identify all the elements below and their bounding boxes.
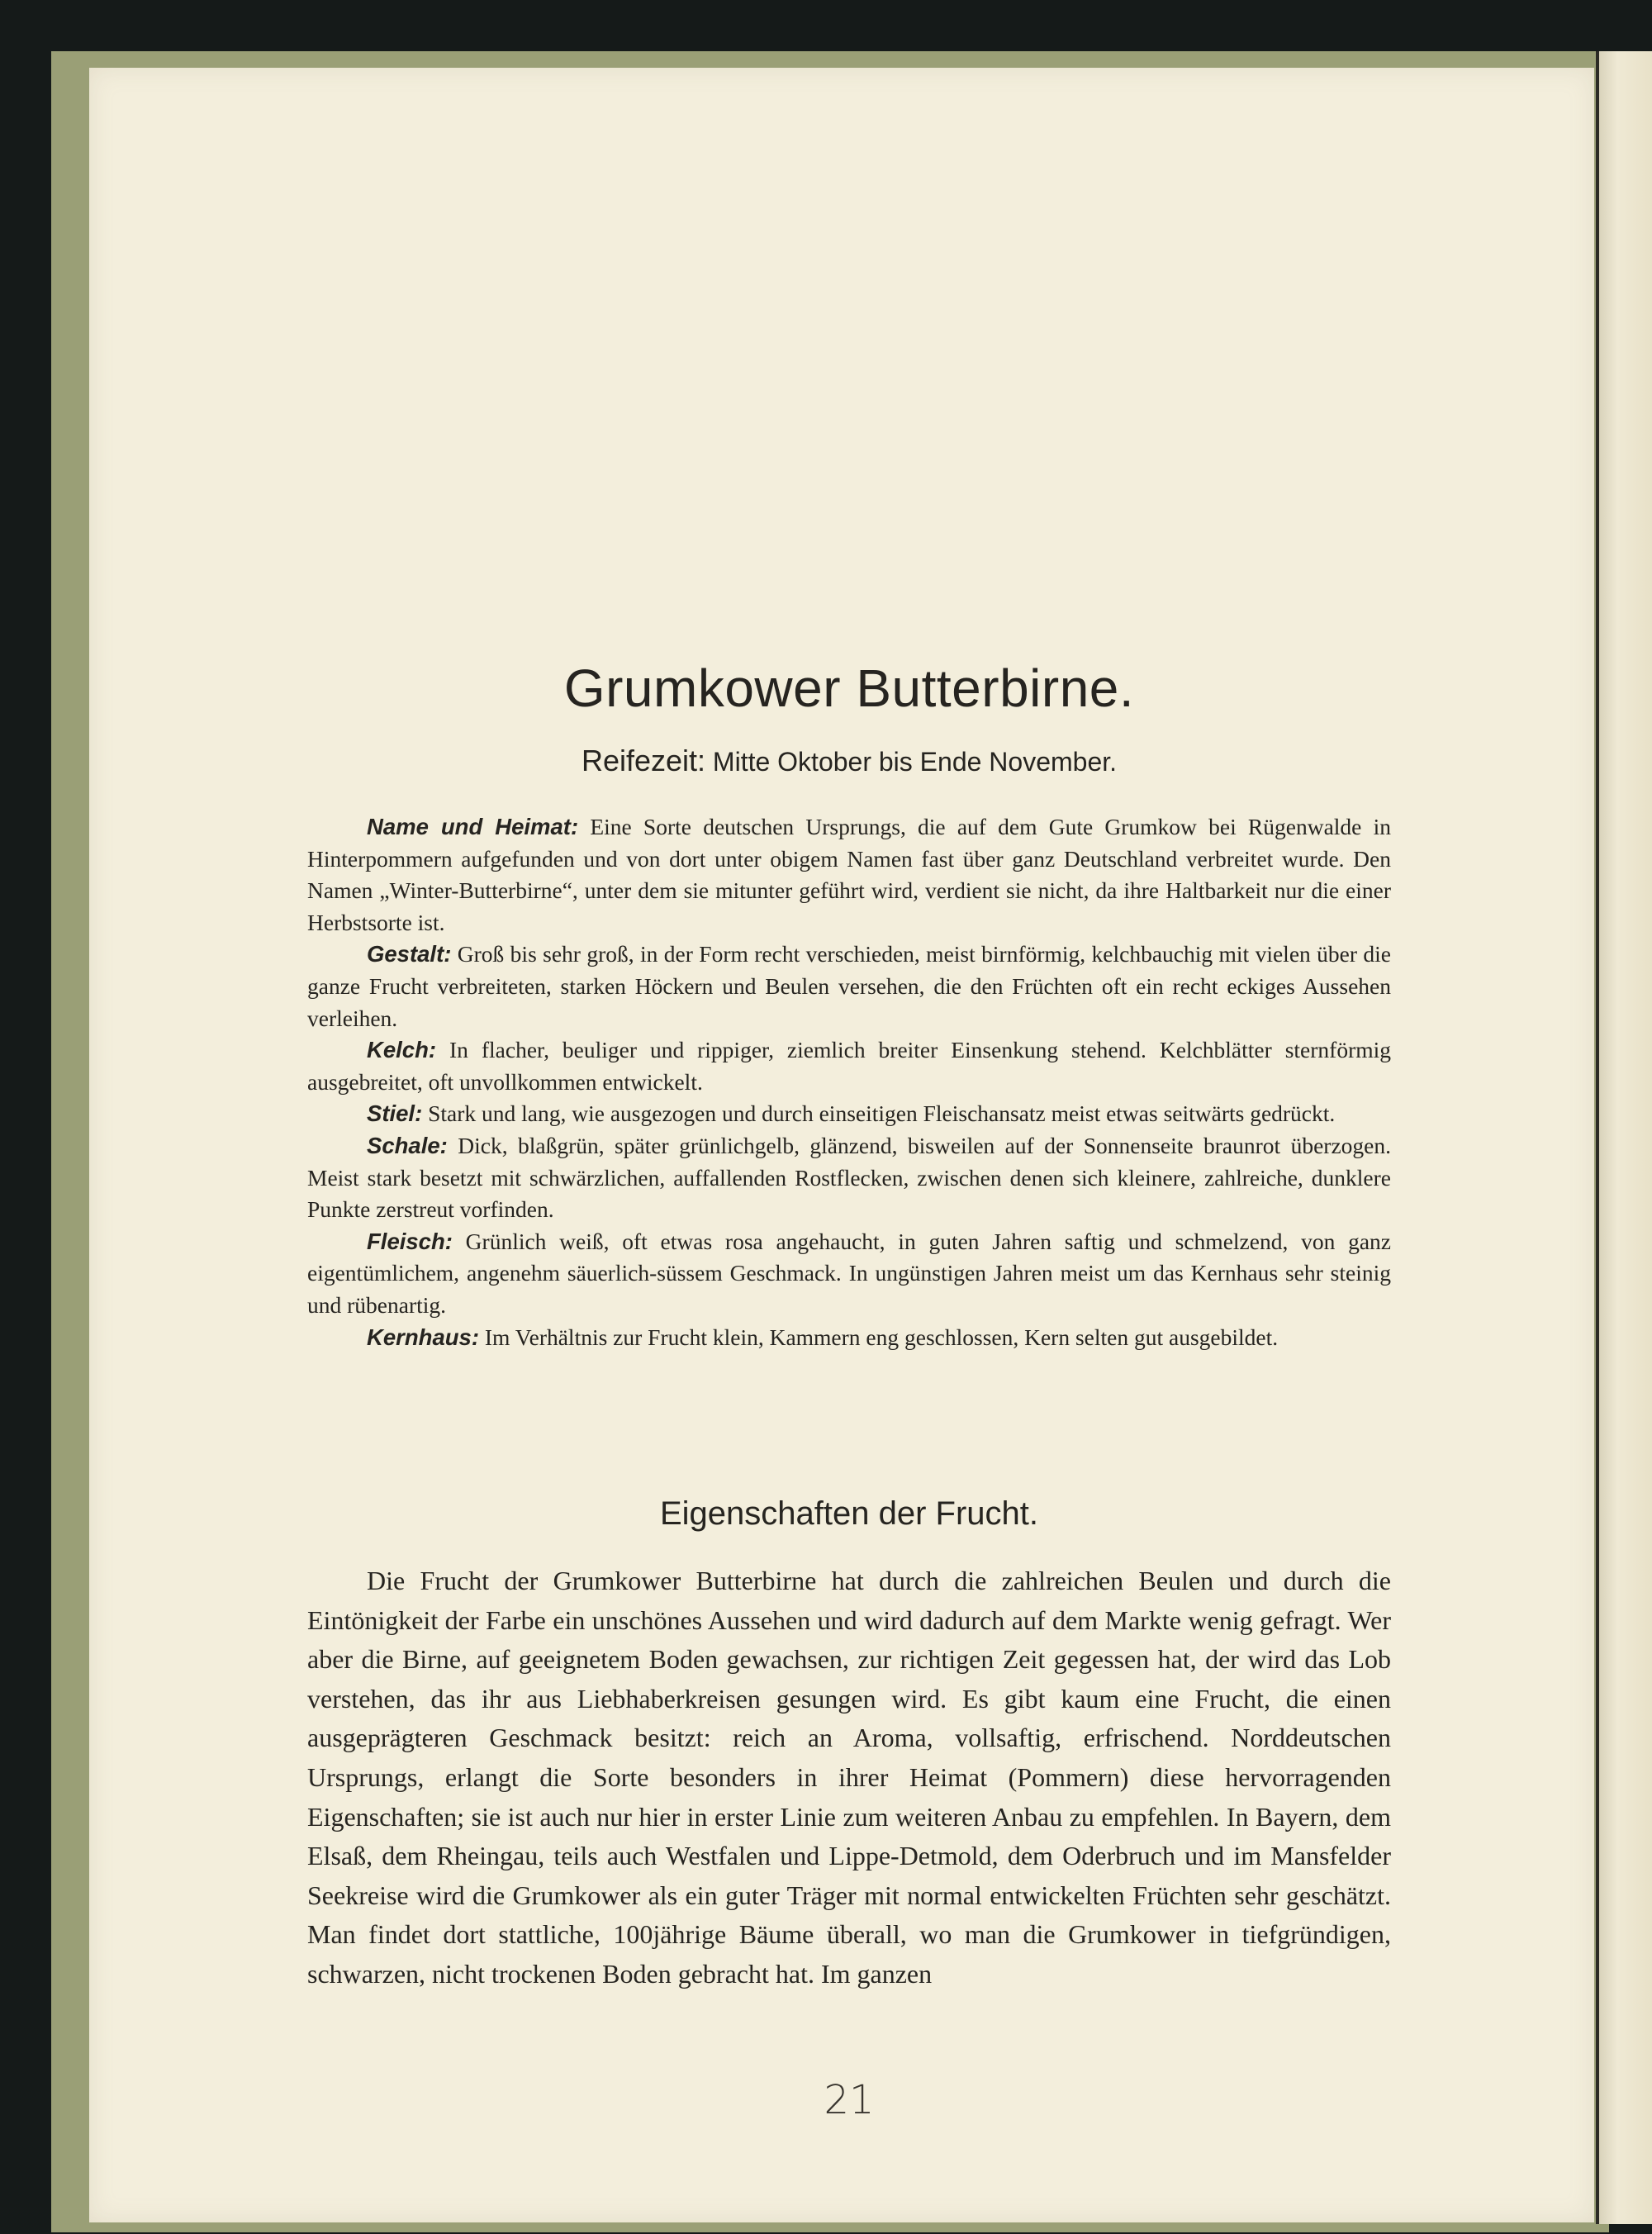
section-text: Grünlich weiß, oft etwas rosa angehaucht, in guten Jahren saftig und schmelzend, von ganz eigentümlichem, angenehm säuerlich-süssem Geschmack. In ungünstigen Jahren meist um das Kernhaus sehr steinig und rübenartig. xyxy=(307,1228,1391,1318)
ripening-time-value: Mitte Oktober bis Ende November. xyxy=(712,747,1118,777)
section-label: Kernhaus: xyxy=(367,1324,479,1350)
section-name-und-heimat xyxy=(307,811,1391,939)
section-label: Gestalt: xyxy=(367,941,452,967)
body-paragraph: Die Frucht der Grumkower Butterbirne hat durch die zahlreichen Beulen und durch die Eintönigkeit der Farbe ein unschönes Aussehen und wird dadurch auf dem Markte wenig gefragt. Wer aber die Birne, auf geeignetem Boden gewachsen, zur richtigen Zeit gegessen hat, der wird das Lob verstehen, das ihr aus Liebhaberkreisen gesungen wird. Es gibt kaum eine Frucht, die einen ausgeprägteren Geschmack besitzt: reich an Aroma, vollsaftig, erfrischend. Norddeutschen Ursprungs, erlangt die Sorte besonders in ihrer Heimat (Pommern) diese hervorragenden Eigenschaften; sie ist auch nur hier in erster Linie zum weiteren Anbau zu empfehlen. In Bayern, dem Elsaß, dem Rheingau, teils auch Westfalen und Lippe-Detmold, dem Oderbruch und im Mansfelder Seekreise wird die Grumkower als ein guter Träger mit normal entwickelten Früchten sehr geschätzt. Man findet dort stattliche, 100jährige Bäume überall, wo man die Grumkower in tiefgründigen, schwarzen, nicht trockenen Boden gebracht hat. Im ganzen xyxy=(307,1566,1391,1989)
section-stiel xyxy=(307,1098,1391,1130)
section-text: Eine Sorte deutschen Ursprungs, die auf dem Gute Grumkow bei Rügenwalde in Hinterpommern aufgefunden und von dort unter obigem Namen fast über ganz Deutschland verbreitet wurde. Den Namen „Winter-Butterbirne“, unter dem sie mitunter geführt wird, verdient sie nicht, da ihre Haltbarkeit nur die einer Herbstsorte ist. xyxy=(307,814,1391,935)
section-gestalt xyxy=(307,939,1391,1034)
section-fleisch xyxy=(307,1226,1391,1322)
section-label: Kelch: xyxy=(367,1037,437,1063)
next-page-edge xyxy=(1599,51,1652,2224)
page-title: Grumkower Butterbirne. xyxy=(563,658,1135,718)
book-page xyxy=(89,68,1594,2222)
section-kelch xyxy=(307,1034,1391,1098)
section-kernhaus xyxy=(307,1322,1391,1354)
section-label: Schale: xyxy=(367,1132,448,1158)
section-label: Stiel: xyxy=(367,1100,423,1127)
section-schale xyxy=(307,1130,1391,1226)
section-label: Fleisch: xyxy=(367,1228,453,1254)
page-number: 21 xyxy=(824,2077,875,2123)
section-text: Im Verhältnis zur Frucht klein, Kammern eng geschlossen, Kern selten gut ausgebildet. xyxy=(484,1324,1279,1350)
section-text: Groß bis sehr groß, in der Form recht verschieden, meist birnförmig, kelchbauchig mit vielen über die ganze Frucht verbreiteten, starken Höckern und Beulen versehen, die den Früchten oft ein recht eckiges Aussehen verleihen. xyxy=(307,941,1391,1031)
section-text: In flacher, beuliger und rippiger, ziemlich breiter Einsenkung stehend. Kelchblätter sternförmig ausgebreitet, oft unvollkommen entwickelt. xyxy=(307,1037,1392,1095)
ripening-time xyxy=(307,744,1391,778)
variety-description xyxy=(307,811,1391,1353)
ripening-time-label: Reifezeit: xyxy=(581,744,706,777)
section-heading: Eigenschaften der Frucht. xyxy=(659,1495,1039,1532)
section-label: Name und Heimat: xyxy=(367,814,579,839)
page-content xyxy=(307,68,1391,2222)
section-text: Dick, blaßgrün, später grünlichgelb, glänzend, bisweilen auf der Sonnenseite braunrot überzogen. Meist stark besetzt mit schwärzlichen, auffallenden Rostflecken, zwischen denen sich kleinere, zahlreiche, dunklere Punkte zerstreut vorfinden. xyxy=(307,1132,1391,1223)
section-text: Stark und lang, wie ausgezogen und durch einseitigen Fleischansatz meist etwas seitwärts gedrückt. xyxy=(428,1100,1336,1127)
